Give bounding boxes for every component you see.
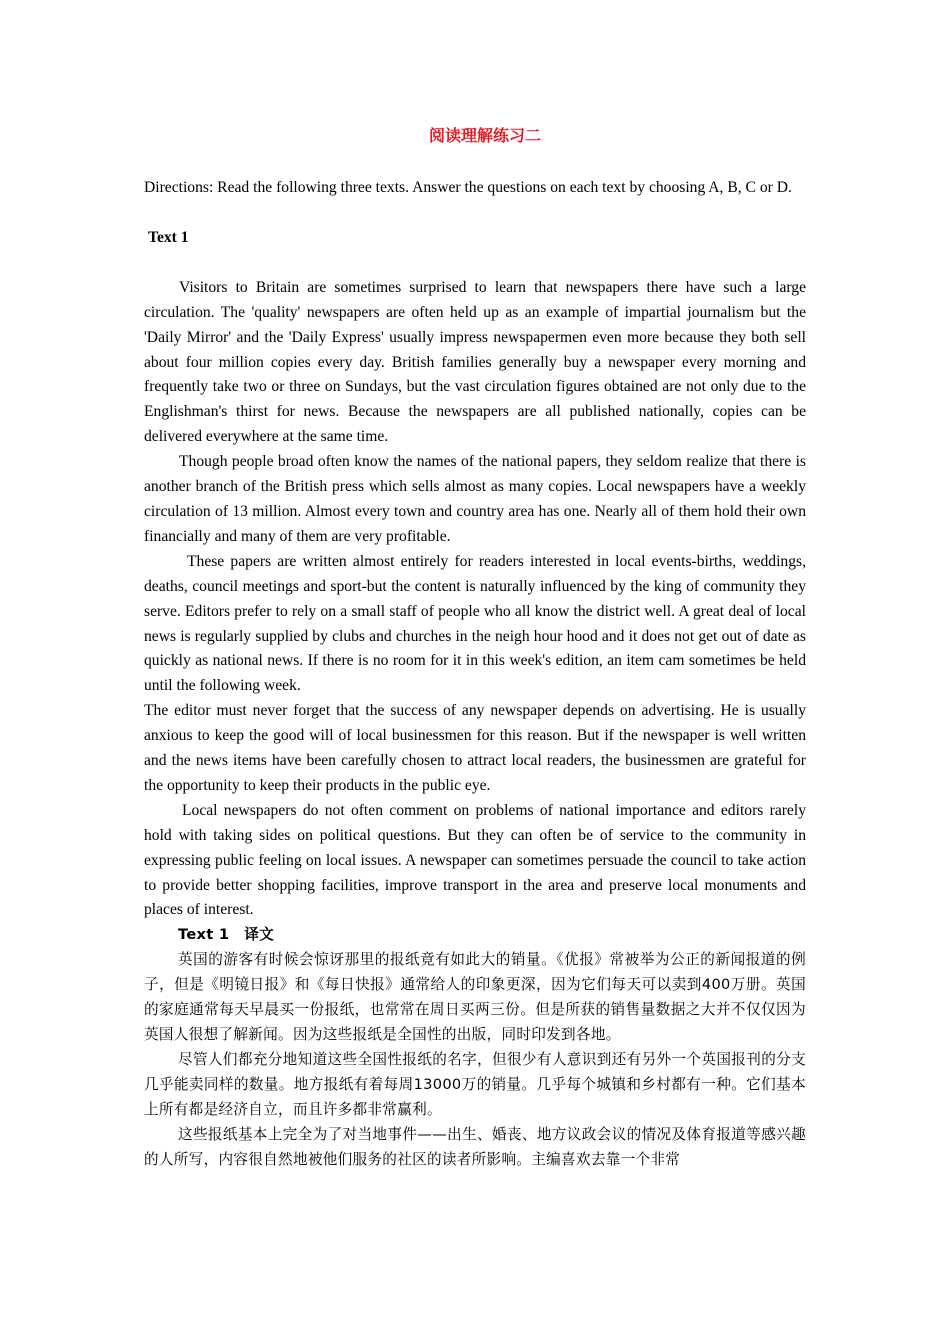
text1-paragraph: These papers are written almost entirely for readers interested in local events-births, weddings, deaths, council meetings and sport-but the content is naturally influenced by the king of community they serve. Editors prefer to rely on a small staff of people who all know the district well. A great deal of local news is regularly supplied by clubs and churches in the neigh hour hood and it does not get out of date as quickly as national news. If there is no room for it in this week's edition, an item cam sometimes be held until the following week.	[144, 552, 806, 695]
translation-heading: Text 1 译文	[178, 926, 275, 944]
document-page	[144, 120, 806, 1172]
text1-paragraph: Local newspapers do not often comment on problems of national importance and editors rarely hold with taking sides on political questions. But they can often be of service to the community in expressing public feeling on local issues. A newspaper can sometimes persuade the council to take action to provide better shopping facilities, improve transport in the area and preserve local monuments and places of interest.	[144, 801, 806, 919]
translation-paragraph: 尽管人们都充分地知道这些全国性报纸的名字，但很少有人意识到还有另外一个英国报刊的分支几乎能卖同样的数量。地方报纸有着每周13000万的销量。几乎每个城镇和乡村都有一种。它们基本上所有都是经济自立，而且许多都非常赢利。	[144, 1050, 806, 1118]
text1-paragraph: Though people broad often know the names of the national papers, they seldom realize that there is another branch of the British press which sells almost as many copies. Local newspapers have a weekly circulation of 13 million. Almost every town and country area has one. Nearly all of them hold their own financially and many of them are very profitable.	[144, 453, 806, 545]
translation-paragraph: 英国的游客有时候会惊讶那里的报纸竟有如此大的销量。《优报》常被举为公正的新闻报道的例子，但是《明镜日报》和《每日快报》通常给人的印象更深，因为它们每天可以卖到400万册。英国的家庭通常每天早晨买一份报纸，也常常在周日买两三份。但是所获的销售量数据之大并不仅仅因为英国人很想了解新闻。因为这些报纸是全国性的出版，同时印发到各地。	[144, 951, 806, 1043]
page-title: 阅读理解练习二	[428, 128, 541, 145]
text1-translation	[144, 923, 806, 1172]
translation-paragraph: 这些报纸基本上完全为了对当地事件——出生、婚丧、地方议政会议的情况及体育报道等感兴趣的人所写，内容很自然地被他们服务的社区的读者所影响。主编喜欢去靠一个非常	[144, 1125, 806, 1168]
directions-text: Directions: Read the following three texts. Answer the questions on each text by choosing A, B, C or D.	[144, 179, 792, 196]
text1-passage	[144, 276, 806, 924]
text1-heading: Text 1	[148, 228, 189, 246]
text1-paragraph: The editor must never forget that the success of any newspaper depends on advertising. He is usually anxious to keep the good will of local businessmen for this reason. But if the newspaper is well written and the news items have been carefully chosen to attract local readers, the businessmen are grateful for the opportunity to keep their products in the public eye.	[144, 702, 806, 794]
text1-paragraph: Visitors to Britain are sometimes surprised to learn that newspapers there have such a large circulation. The 'quality' newspapers are often held up as an example of impartial journalism but the 'Daily Mirror' and the 'Daily Express' usually impress newspapermen even more because they both sell about four million copies every day. British families generally buy a newspaper every morning and frequently take two or three on Sundays, but the vast circulation figures obtained are not only due to the Englishman's thirst for news. Because the newspapers are all published nationally, copies can be delivered everywhere at the same time.	[144, 278, 806, 446]
